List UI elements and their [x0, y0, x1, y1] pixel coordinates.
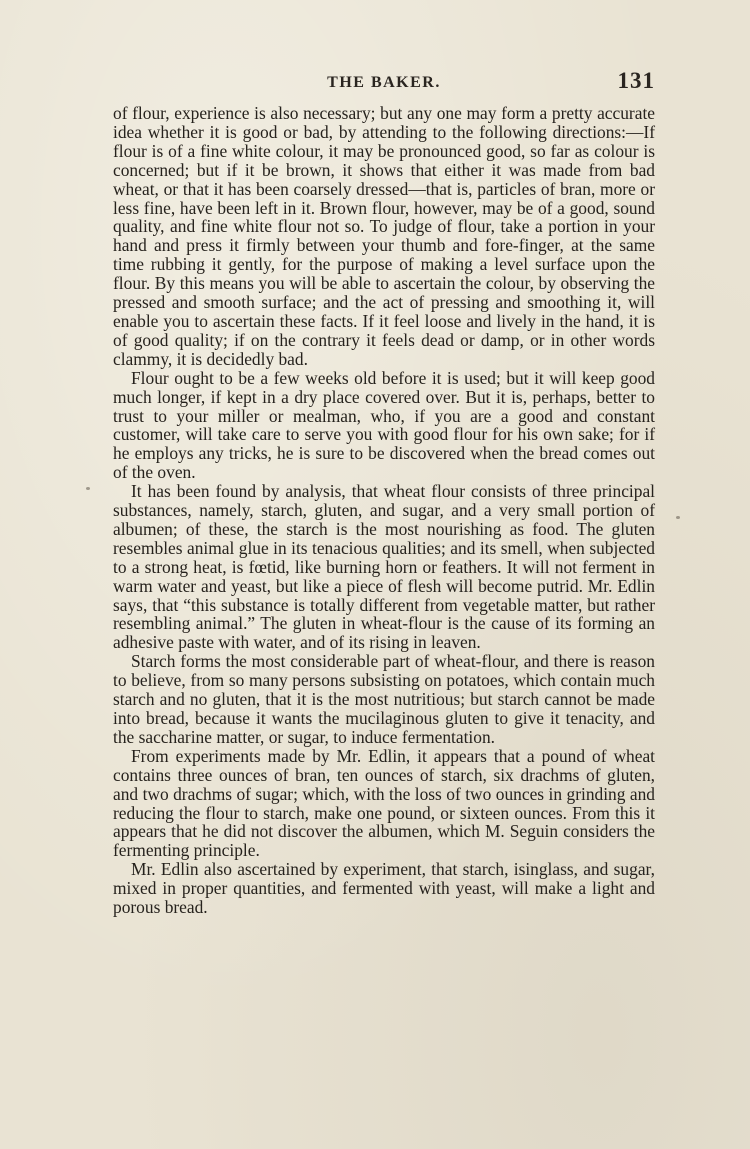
paragraph: It has been found by analysis, that wheat flour consists of three principal substances, namely, starch, gluten, and sugar, and a very small portion of albumen; of these, the starch is the most nourishing as food. The gluten resembles animal glue in its tenacious qualities; and its smell, when subjected to a strong heat, is fœtid, like burning horn or feathers. It will not ferment in warm water and yeast, but like a piece of flesh will become putrid. Mr. Edlin says, that “this substance is totally different from vegetable matter, but rather resembling animal.” The gluten in wheat-flour is the cause of its forming an adhesive paste with water, and of its rising in leaven. — [113, 481, 655, 653]
paper-speck — [86, 487, 90, 490]
paragraph: Starch forms the most considerable part of wheat-flour, and there is reason to believe, from so many persons subsisting on potatoes, which contain much starch and no gluten, that it is the most nutritious; but starch cannot be made into bread, because it wants the mucilaginous gluten to give it tenacity, and the saccharine matter, or sugar, to induce fermentation. — [113, 651, 655, 747]
paragraph: From experiments made by Mr. Edlin, it appears that a pound of wheat contains three ounces of bran, ten ounces of starch, six drachms of gluten, and two drachms of sugar; which, with the loss of two ounces in grinding and reducing the flour to starch, make one pound, or sixteen ounces. From this it appears that he did not discover the albumen, which M. Seguin considers the fermenting principle. — [113, 745, 655, 861]
paragraph: Flour ought to be a few weeks old before it is used; but it will keep good much longer, if kept in a dry place covered over. But it is, perhaps, better to trust to your miller or mealman, who, if you are a good and constant customer, will take care to serve you with good flour for his own sake; for if he employs any tricks, he is sure to be discovered when the bread comes out of the oven. — [113, 367, 655, 483]
body-text — [113, 104, 655, 917]
running-head: THE BAKER. — [327, 74, 441, 91]
paragraph: Mr. Edlin also ascertained by experiment, that starch, isinglass, and sugar, mixed in proper quantities, and fermented with yeast, will make a light and porous bread. — [113, 859, 655, 918]
paragraph: of flour, experience is also necessary; but any one may form a pretty accurate idea whether it is good or bad, by attending to the following directions:—If flour is of a fine white colour, it may be pronounced good, so far as colour is concerned; but if it be brown, it shows that either it was made from bad wheat, or that it has been coarsely dressed—that is, particles of bran, more or less fine, have been left in it. Brown flour, however, may be of a good, sound quality, and fine white flour not so. To judge of flour, take a portion in your hand and press it firmly between your thumb and fore-finger, at the same time rubbing it gently, for the purpose of making a level surface upon the flour. By this means you will be able to ascertain the colour, by observing the pressed and smooth surface; and the act of pressing and smoothing it, will enable you to ascertain these facts. If it feel loose and lively in the hand, it is of good quality; if on the contrary it feels dead or damp, or in other words clammy, it is decidedly bad. — [113, 103, 655, 369]
paper-speck — [676, 516, 680, 519]
page-header — [113, 68, 655, 98]
page-number: 131 — [617, 68, 655, 93]
